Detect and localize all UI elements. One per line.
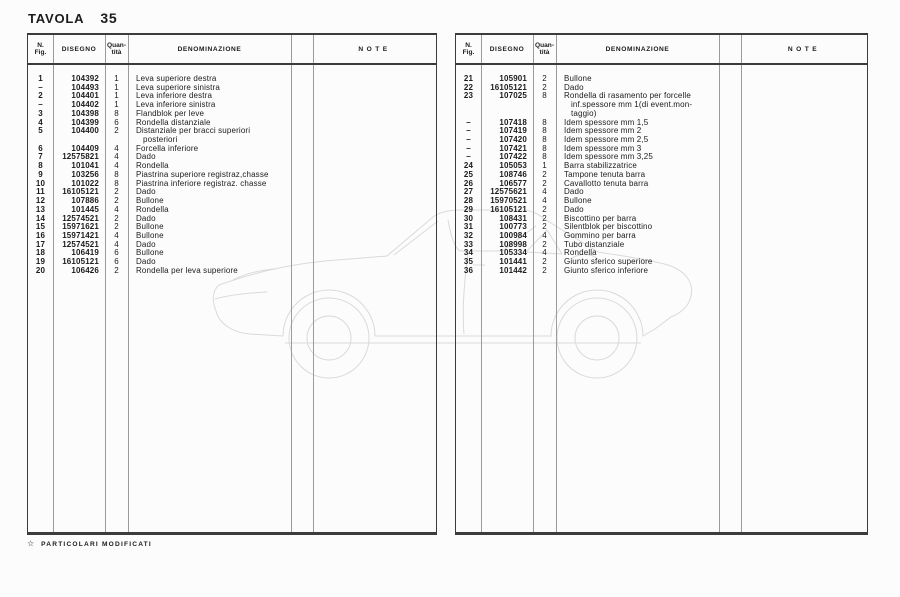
part-name: Idem spessore mm 3 [564, 143, 642, 153]
quantity: 1 [114, 100, 119, 110]
part-name: Dado [136, 152, 156, 162]
part-number: 15971421 [62, 230, 99, 240]
part-name: Leva inferiore sinistra [136, 100, 216, 110]
part-number: 16105121 [490, 82, 527, 92]
fig-number: 26 [463, 178, 474, 188]
part-name: Idem spessore mm 2 [564, 126, 642, 136]
part-number: 104392 [71, 74, 99, 83]
fig-number: 10 [35, 178, 46, 188]
quantity: 4 [542, 187, 547, 197]
fig-number: 19 [35, 257, 46, 267]
quantity: 8 [114, 108, 119, 118]
star-icon: ☆ [27, 539, 35, 548]
part-name: Idem spessore mm 3,25 [564, 152, 653, 162]
part-name: Cavallotto tenuta barra [564, 178, 649, 188]
quantity: 4 [114, 204, 119, 214]
quantity: 1 [114, 82, 119, 92]
part-name: Giunto sferico inferiore [564, 265, 649, 275]
page-title-word: TAVOLA [28, 11, 85, 26]
quantity: 4 [542, 230, 547, 240]
quantity: 4 [542, 248, 547, 258]
quantity: 4 [114, 161, 119, 171]
part-name: Forcella inferiore [136, 143, 199, 153]
quantity: 2 [542, 222, 547, 232]
part-name: Tampone tenuta barra [564, 169, 646, 179]
fig-number: – [466, 152, 471, 162]
fig-number: 23 [463, 91, 474, 101]
fig-number: 14 [35, 213, 46, 223]
part-name: Rondella [136, 161, 169, 171]
part-name: Dado [564, 204, 584, 214]
fig-number: 9 [38, 169, 43, 179]
header-quantita [105, 35, 128, 63]
table-row [28, 267, 436, 276]
part-number: 104493 [71, 82, 99, 92]
part-name: Rondella [564, 248, 597, 258]
quantity: 2 [542, 82, 547, 92]
fig-number: – [38, 82, 43, 92]
part-number: 16105121 [62, 187, 99, 197]
header-fig-line2: Fig. [462, 49, 475, 56]
part-number: 15971621 [62, 222, 99, 232]
fig-number: 1 [38, 74, 43, 83]
part-name: Leva inferiore destra [136, 91, 213, 101]
quantity: 2 [542, 178, 547, 188]
part-number: 106577 [499, 178, 527, 188]
quantity: 8 [114, 169, 119, 179]
part-number: 107421 [499, 143, 527, 153]
part-number: 12574521 [62, 213, 99, 223]
quantity: 8 [542, 91, 547, 101]
fig-number: – [466, 126, 471, 136]
fig-number: 12 [35, 196, 46, 206]
part-number: 104398 [71, 108, 99, 118]
fig-number: 13 [35, 204, 46, 214]
part-number: 101022 [71, 178, 99, 188]
part-number: 15970521 [490, 196, 527, 206]
quantity: 2 [114, 187, 119, 197]
part-number: 101445 [71, 204, 99, 214]
part-name: Gommino per barra [564, 230, 636, 240]
page-title-number: 35 [100, 10, 118, 26]
part-name: Bullone [564, 196, 592, 206]
parts-table-left [27, 33, 437, 535]
quantity: 6 [114, 117, 119, 127]
fig-number: 5 [38, 126, 43, 136]
part-number: 107422 [499, 152, 527, 162]
part-number: 108746 [499, 169, 527, 179]
part-name: Distanziale per bracci superiori [136, 126, 251, 136]
fig-number: 22 [463, 82, 474, 92]
part-name: Dado [564, 82, 584, 92]
part-name: Dado [564, 187, 584, 197]
part-name: Dado [136, 239, 156, 249]
fig-number: 21 [463, 74, 474, 83]
quantity: 1 [542, 161, 547, 171]
part-number: 16105121 [490, 204, 527, 214]
fig-number: 4 [38, 117, 43, 127]
part-name: Piastrina superiore registraz,chasse [136, 169, 269, 179]
header-denominazione: DENOMINAZIONE [177, 45, 242, 53]
quantity: 8 [542, 143, 547, 153]
header-fig [28, 35, 53, 63]
table-row [456, 267, 867, 276]
fig-number: 16 [35, 230, 46, 240]
part-name: Leva superiore sinistra [136, 82, 220, 92]
fig-number: 28 [463, 196, 474, 206]
part-name: Idem spessore mm 2,5 [564, 135, 649, 145]
fig-number: 8 [38, 161, 43, 171]
quantity: 4 [114, 143, 119, 153]
table-header [28, 35, 436, 65]
part-name: Rondella distanziale [136, 117, 211, 127]
fig-number: 20 [35, 265, 46, 275]
part-number: 105901 [499, 74, 527, 83]
part-number: 107419 [499, 126, 527, 136]
part-name: Rondella di rasamento per forcelle [564, 91, 691, 101]
part-number: 12574521 [62, 239, 99, 249]
part-number: 107025 [499, 91, 527, 101]
part-name: Rondella per leva superiore [136, 265, 238, 275]
part-number: 106426 [71, 265, 99, 275]
table-body [28, 65, 436, 276]
part-number: 12575821 [62, 152, 99, 162]
part-name: Dado [136, 257, 156, 267]
part-name: Bullone [136, 230, 164, 240]
part-name: Bullone [136, 196, 164, 206]
part-number [481, 101, 533, 110]
fig-number: – [466, 135, 471, 145]
header-disegno: DISEGNO [61, 45, 97, 53]
fig-number: 11 [36, 187, 45, 197]
quantity: 2 [542, 169, 547, 179]
part-name: Silentblok per biscottino [564, 222, 653, 232]
header-denominazione: DENOMINAZIONE [605, 45, 670, 53]
part-number: 107886 [71, 196, 99, 206]
fig-number: 17 [35, 239, 46, 249]
header-disegno: DISEGNO [489, 45, 525, 53]
part-name: Piastrina inferiore registraz. chasse [136, 178, 267, 188]
part-name: Bullone [136, 222, 164, 232]
quantity: 2 [542, 74, 547, 83]
fig-number: 35 [463, 257, 474, 267]
part-number: 101442 [499, 265, 527, 275]
fig-number: 15 [35, 222, 46, 232]
quantity: 4 [542, 196, 547, 206]
part-number: 106419 [71, 248, 99, 258]
part-number: 100773 [499, 222, 527, 232]
quantity: 2 [114, 126, 119, 136]
header-fig-line1: N. [37, 41, 44, 49]
header-note: NOTE [787, 45, 821, 53]
part-number: 103256 [71, 169, 99, 179]
fig-number: 18 [35, 248, 46, 258]
footnote-text: PARTICOLARI MODIFICATI [41, 540, 152, 548]
quantity: 2 [542, 265, 547, 275]
fig-number: 3 [38, 108, 43, 118]
header-qty-line2: tità [111, 49, 122, 56]
fig-number [456, 101, 481, 110]
fig-number: 36 [463, 265, 474, 275]
fig-number: 31 [463, 222, 474, 232]
part-name: Dado [136, 187, 156, 197]
part-number: 105334 [499, 248, 527, 258]
header-quantita [533, 35, 556, 63]
quantity: 8 [542, 152, 547, 162]
part-number: 101441 [499, 257, 527, 267]
quantity: 8 [542, 117, 547, 127]
part-number: 104399 [71, 117, 99, 127]
part-name: Leva superiore destra [136, 74, 217, 83]
quantity: 2 [542, 239, 547, 249]
part-name: Biscottino per barra [564, 213, 637, 223]
fig-number: 25 [463, 169, 474, 179]
table-row [456, 101, 867, 110]
quantity: 2 [114, 213, 119, 223]
parts-table-right [455, 33, 868, 535]
header-qty-line2: tità [539, 49, 550, 56]
header-qty-line1: Quan- [534, 41, 555, 49]
part-number: 107420 [499, 135, 527, 145]
quantity: 8 [114, 178, 119, 188]
quantity: 4 [114, 239, 119, 249]
fig-number: – [38, 100, 43, 110]
part-number: 12575621 [490, 187, 527, 197]
quantity: 2 [542, 257, 547, 267]
part-number: 104400 [71, 126, 99, 136]
quantity [533, 101, 556, 110]
part-number: 16105121 [62, 257, 99, 267]
part-number: 104402 [71, 100, 99, 110]
part-number: 104401 [71, 91, 99, 101]
part-number: 105053 [499, 161, 527, 171]
part-number: 104409 [71, 143, 99, 153]
quantity: 6 [114, 248, 119, 258]
fig-number: 30 [463, 213, 474, 223]
part-name: Idem spessore mm 1,5 [564, 117, 649, 127]
part-name: Tubo distanziale [564, 239, 625, 249]
fig-number: 32 [463, 230, 474, 240]
fig-number: 24 [463, 161, 474, 171]
table-header [456, 35, 867, 65]
quantity: 2 [114, 222, 119, 232]
part-name: inf.spessore mm 1(di event.mon- [571, 100, 693, 110]
part-name: Flandblok per leve [136, 108, 205, 118]
fig-number: 6 [38, 143, 43, 153]
table-body [456, 65, 867, 276]
part-name: posteriori [143, 135, 178, 145]
part-number: 101041 [71, 161, 99, 171]
part-name: Bullone [136, 248, 164, 258]
fig-number: 2 [38, 91, 43, 101]
header-qty-line1: Quan- [106, 41, 127, 49]
quantity: 6 [114, 257, 119, 267]
header-fig-line1: N. [465, 41, 472, 49]
part-name: Rondella [136, 204, 169, 214]
part-number: 107418 [499, 117, 527, 127]
fig-number: 7 [38, 152, 43, 162]
quantity: 2 [114, 196, 119, 206]
fig-number: 33 [463, 239, 474, 249]
part-name: Bullone [564, 74, 592, 83]
page-title [28, 10, 118, 26]
footnote [27, 540, 152, 548]
header-fig-line2: Fig. [34, 49, 47, 56]
quantity: 4 [114, 152, 119, 162]
quantity: 8 [542, 126, 547, 136]
fig-number: 27 [463, 187, 474, 197]
part-name: Barra stabilizzatrice [564, 161, 637, 171]
quantity: 1 [114, 91, 119, 101]
header-fig [456, 35, 481, 63]
fig-number: 34 [463, 248, 474, 258]
fig-number: – [466, 143, 471, 153]
quantity: 1 [114, 74, 119, 83]
part-number: 100984 [499, 230, 527, 240]
fig-number: 29 [463, 204, 474, 214]
part-name: taggio) [571, 108, 597, 118]
quantity: 4 [114, 230, 119, 240]
quantity: 2 [542, 204, 547, 214]
table-row [28, 127, 436, 136]
quantity: 2 [114, 265, 119, 275]
quantity: 2 [542, 213, 547, 223]
header-note: NOTE [358, 45, 391, 53]
part-name: Dado [136, 213, 156, 223]
quantity: 8 [542, 135, 547, 145]
part-number: 108431 [499, 213, 527, 223]
fig-number: – [466, 117, 471, 127]
part-number: 108998 [499, 239, 527, 249]
part-name: Giunto sferico superiore [564, 257, 653, 267]
